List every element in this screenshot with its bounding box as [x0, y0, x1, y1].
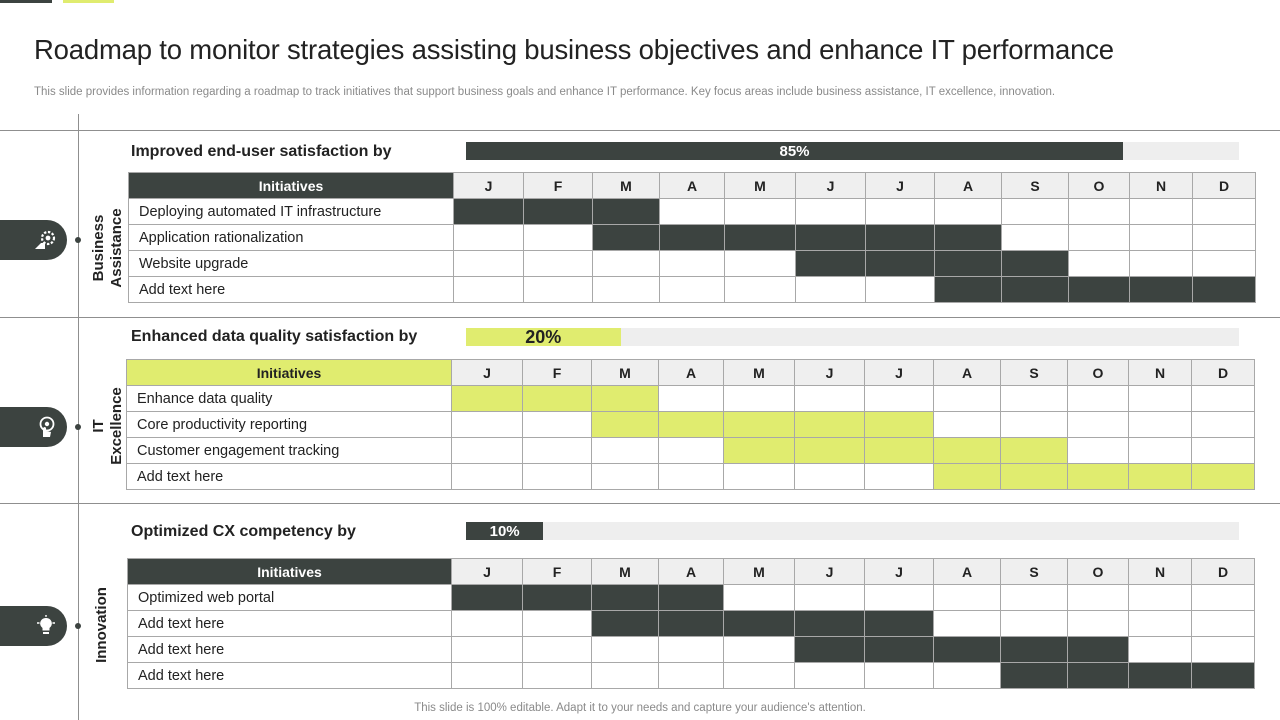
- gantt-empty-cell: [454, 225, 524, 251]
- gantt-bar-cell: [1192, 663, 1255, 689]
- initiative-name: Application rationalization: [129, 225, 454, 251]
- gantt-bar-cell: [1068, 464, 1129, 490]
- gantt-empty-cell: [1001, 386, 1068, 412]
- gantt-empty-cell: [659, 637, 724, 663]
- initiative-name: Enhance data quality: [127, 386, 452, 412]
- gantt-empty-cell: [592, 663, 659, 689]
- gantt-empty-cell: [523, 663, 592, 689]
- initiative-name: Core productivity reporting: [127, 412, 452, 438]
- initiatives-header: Initiatives: [127, 360, 452, 386]
- month-header: J: [795, 559, 865, 585]
- gantt-empty-cell: [1130, 225, 1193, 251]
- gantt-empty-cell: [795, 386, 865, 412]
- gantt-bar-cell: [1068, 637, 1129, 663]
- gantt-empty-cell: [1193, 225, 1256, 251]
- gantt-empty-cell: [724, 663, 795, 689]
- initiative-name: Optimized web portal: [128, 585, 452, 611]
- gantt-empty-cell: [724, 637, 795, 663]
- gantt-bar-cell: [795, 438, 865, 464]
- gantt-empty-cell: [1193, 199, 1256, 225]
- gantt-bar-cell: [795, 611, 865, 637]
- category-line-1: Innovation: [93, 587, 110, 663]
- gantt-bar-cell: [1069, 277, 1130, 303]
- gantt-empty-cell: [865, 585, 934, 611]
- gantt-bar-cell: [935, 225, 1002, 251]
- gantt-empty-cell: [1129, 438, 1192, 464]
- gantt-empty-cell: [452, 611, 523, 637]
- gantt-empty-cell: [524, 277, 593, 303]
- table-row: [129, 225, 1256, 251]
- gantt-empty-cell: [524, 251, 593, 277]
- gantt-empty-cell: [725, 251, 796, 277]
- month-header: J: [796, 173, 866, 199]
- gantt-bar-cell: [796, 225, 866, 251]
- gantt-empty-cell: [1001, 585, 1068, 611]
- progress-fill: [466, 522, 543, 540]
- month-header: N: [1129, 360, 1192, 386]
- gantt-empty-cell: [934, 611, 1001, 637]
- gantt-bar-cell: [592, 611, 659, 637]
- gantt-empty-cell: [935, 199, 1002, 225]
- progress-track: [466, 142, 1239, 160]
- table-header-row: [129, 173, 1256, 199]
- month-header: O: [1069, 173, 1130, 199]
- gantt-empty-cell: [795, 464, 865, 490]
- category-line-1: Business: [90, 214, 107, 282]
- month-header: M: [593, 173, 660, 199]
- gantt-empty-cell: [592, 464, 659, 490]
- lightbulb-icon: [34, 615, 58, 637]
- month-header: M: [725, 173, 796, 199]
- gantt-empty-cell: [1001, 611, 1068, 637]
- section-divider-1: [0, 317, 1280, 318]
- gantt-empty-cell: [660, 199, 725, 225]
- gantt-empty-cell: [1129, 611, 1192, 637]
- gantt-bar-cell: [724, 611, 795, 637]
- gantt-empty-cell: [1193, 251, 1256, 277]
- gantt-bar-cell: [1129, 464, 1192, 490]
- gantt-empty-cell: [1192, 412, 1255, 438]
- gantt-bar-cell: [592, 585, 659, 611]
- gantt-empty-cell: [1129, 386, 1192, 412]
- gantt-empty-cell: [1069, 251, 1130, 277]
- table-row: [127, 438, 1255, 464]
- touch-screen-icon: [34, 416, 58, 438]
- gantt-empty-cell: [452, 663, 523, 689]
- month-header: J: [795, 360, 865, 386]
- month-header: A: [934, 559, 1001, 585]
- page-subtitle: This slide provides information regarding a roadmap to track initiatives that support business goals and enhance IT performance. Key focus areas include business assistance, IT excellence, innovation.: [34, 86, 1056, 98]
- top-accent-lime: [63, 0, 114, 3]
- gantt-bar-cell: [935, 277, 1002, 303]
- month-header: A: [659, 360, 724, 386]
- gantt-empty-cell: [523, 637, 592, 663]
- gantt-empty-cell: [659, 438, 724, 464]
- gantt-empty-cell: [724, 464, 795, 490]
- table-header-row: [127, 360, 1255, 386]
- month-header: D: [1192, 360, 1255, 386]
- gantt-empty-cell: [523, 412, 592, 438]
- progress-label: 20%: [525, 326, 562, 347]
- gantt-empty-cell: [660, 277, 725, 303]
- table-row: [128, 637, 1255, 663]
- gantt-bar-cell: [795, 637, 865, 663]
- top-accent-dark: [0, 0, 52, 3]
- gantt-empty-cell: [865, 663, 934, 689]
- category-business-assistance: [90, 188, 126, 308]
- month-header: F: [524, 173, 593, 199]
- category-line-1: IT: [90, 419, 107, 433]
- month-header: F: [523, 360, 592, 386]
- footer-note: This slide is 100% editable. Adapt it to your needs and capture your audience's attention.: [414, 702, 866, 714]
- gantt-empty-cell: [1192, 386, 1255, 412]
- gantt-empty-cell: [1192, 585, 1255, 611]
- gantt-bar-cell: [725, 225, 796, 251]
- gantt-empty-cell: [523, 438, 592, 464]
- gantt-empty-cell: [1130, 199, 1193, 225]
- month-header: O: [1068, 360, 1129, 386]
- category-innovation: [93, 575, 111, 675]
- gantt-empty-cell: [523, 464, 592, 490]
- table-row: [127, 386, 1255, 412]
- gantt-bar-cell: [795, 412, 865, 438]
- progress-fill: [466, 142, 1123, 160]
- gantt-bar-cell: [452, 386, 523, 412]
- initiative-name: Add text here: [127, 464, 452, 490]
- gantt-empty-cell: [1068, 412, 1129, 438]
- gantt-empty-cell: [592, 637, 659, 663]
- gantt-bar-cell: [724, 412, 795, 438]
- timeline-dot-3: [75, 623, 81, 629]
- gantt-empty-cell: [452, 637, 523, 663]
- gantt-empty-cell: [1192, 438, 1255, 464]
- gantt-empty-cell: [865, 464, 934, 490]
- month-header: N: [1129, 559, 1192, 585]
- gantt-bar-cell: [1068, 663, 1129, 689]
- gantt-empty-cell: [1068, 386, 1129, 412]
- gantt-bar-cell: [866, 225, 935, 251]
- table-row: [129, 277, 1256, 303]
- category-it-excellence: [90, 366, 126, 486]
- month-header: A: [935, 173, 1002, 199]
- section-divider-2: [0, 503, 1280, 504]
- month-header: J: [865, 360, 934, 386]
- progress-label: 10%: [489, 522, 520, 540]
- month-header: M: [724, 559, 795, 585]
- initiative-name: Website upgrade: [129, 251, 454, 277]
- gantt-bar-cell: [934, 637, 1001, 663]
- initiative-name: Add text here: [128, 663, 452, 689]
- progress-track: [466, 522, 1239, 540]
- goal-label: Optimized CX competency by: [131, 523, 356, 540]
- gantt-empty-cell: [724, 386, 795, 412]
- gantt-empty-cell: [593, 277, 660, 303]
- gantt-empty-cell: [795, 585, 865, 611]
- initiatives-header: Initiatives: [129, 173, 454, 199]
- gantt-empty-cell: [660, 251, 725, 277]
- roadmap-table: [127, 558, 1255, 689]
- gantt-empty-cell: [795, 663, 865, 689]
- table-row: [127, 464, 1255, 490]
- gantt-empty-cell: [1129, 412, 1192, 438]
- gantt-bar-cell: [659, 611, 724, 637]
- timeline-axis: [78, 114, 79, 720]
- progress-fill: [466, 328, 621, 346]
- month-header: S: [1001, 360, 1068, 386]
- gantt-empty-cell: [934, 386, 1001, 412]
- initiative-name: Add text here: [128, 611, 452, 637]
- innovation-badge: [0, 606, 67, 646]
- category-line-2: Assistance: [108, 208, 125, 288]
- gantt-bar-cell: [592, 386, 659, 412]
- gantt-empty-cell: [1068, 438, 1129, 464]
- gantt-bar-cell: [865, 637, 934, 663]
- gantt-bar-cell: [660, 225, 725, 251]
- gantt-bar-cell: [1002, 251, 1069, 277]
- month-header: M: [724, 360, 795, 386]
- table-row: [129, 199, 1256, 225]
- gantt-empty-cell: [1192, 611, 1255, 637]
- month-header: A: [934, 360, 1001, 386]
- gantt-empty-cell: [724, 585, 795, 611]
- gantt-bar-cell: [1193, 277, 1256, 303]
- gantt-empty-cell: [796, 199, 866, 225]
- gantt-empty-cell: [592, 438, 659, 464]
- progress-label: 85%: [779, 142, 810, 160]
- gantt-bar-cell: [659, 412, 724, 438]
- gantt-bar-cell: [1129, 663, 1192, 689]
- gantt-empty-cell: [454, 277, 524, 303]
- gantt-empty-cell: [524, 225, 593, 251]
- gantt-empty-cell: [454, 251, 524, 277]
- gantt-bar-cell: [1001, 637, 1068, 663]
- gantt-bar-cell: [593, 225, 660, 251]
- timeline-dot-1: [75, 237, 81, 243]
- gantt-empty-cell: [452, 412, 523, 438]
- gantt-empty-cell: [934, 663, 1001, 689]
- gantt-empty-cell: [1069, 225, 1130, 251]
- month-header: S: [1002, 173, 1069, 199]
- month-header: O: [1068, 559, 1129, 585]
- gantt-bar-cell: [1002, 277, 1069, 303]
- table-row: [128, 611, 1255, 637]
- month-header: J: [452, 559, 523, 585]
- month-header: M: [592, 559, 659, 585]
- table-header-row: [128, 559, 1255, 585]
- table-row: [127, 412, 1255, 438]
- gantt-bar-cell: [935, 251, 1002, 277]
- gantt-empty-cell: [523, 611, 592, 637]
- month-header: J: [454, 173, 524, 199]
- gantt-bar-cell: [659, 585, 724, 611]
- gantt-empty-cell: [659, 464, 724, 490]
- initiative-name: Deploying automated IT infrastructure: [129, 199, 454, 225]
- gantt-empty-cell: [1001, 412, 1068, 438]
- gantt-bar-cell: [724, 438, 795, 464]
- month-header: S: [1001, 559, 1068, 585]
- gantt-empty-cell: [452, 438, 523, 464]
- gantt-bar-cell: [796, 251, 866, 277]
- initiative-name: Add text here: [128, 637, 452, 663]
- gantt-bar-cell: [524, 199, 593, 225]
- initiative-name: Customer engagement tracking: [127, 438, 452, 464]
- month-header: J: [452, 360, 523, 386]
- gantt-bar-cell: [1001, 464, 1068, 490]
- gantt-empty-cell: [866, 277, 935, 303]
- month-header: F: [523, 559, 592, 585]
- gantt-empty-cell: [725, 199, 796, 225]
- gantt-empty-cell: [452, 464, 523, 490]
- gear-hand-icon: [34, 229, 58, 251]
- progress-track: [466, 328, 1239, 346]
- table-row: [129, 251, 1256, 277]
- month-header: A: [660, 173, 725, 199]
- goal-label: Improved end-user satisfaction by: [131, 143, 392, 160]
- gantt-bar-cell: [592, 412, 659, 438]
- gantt-bar-cell: [865, 438, 934, 464]
- month-header: J: [865, 559, 934, 585]
- gantt-empty-cell: [934, 585, 1001, 611]
- gantt-bar-cell: [454, 199, 524, 225]
- gantt-bar-cell: [452, 585, 523, 611]
- gantt-empty-cell: [659, 386, 724, 412]
- table-row: [128, 585, 1255, 611]
- gantt-empty-cell: [866, 199, 935, 225]
- gantt-bar-cell: [866, 251, 935, 277]
- table-row: [128, 663, 1255, 689]
- gantt-empty-cell: [1192, 637, 1255, 663]
- gantt-empty-cell: [1002, 199, 1069, 225]
- gantt-empty-cell: [796, 277, 866, 303]
- gantt-empty-cell: [1068, 585, 1129, 611]
- it-excellence-badge: [0, 407, 67, 447]
- gantt-empty-cell: [1068, 611, 1129, 637]
- initiative-name: Add text here: [129, 277, 454, 303]
- gantt-bar-cell: [593, 199, 660, 225]
- goal-label: Enhanced data quality satisfaction by: [131, 328, 418, 345]
- business-assistance-badge: [0, 220, 67, 260]
- month-header: J: [866, 173, 935, 199]
- category-line-2: Excellence: [108, 387, 125, 465]
- gantt-empty-cell: [1069, 199, 1130, 225]
- gantt-bar-cell: [934, 464, 1001, 490]
- gantt-bar-cell: [934, 438, 1001, 464]
- gantt-empty-cell: [725, 277, 796, 303]
- gantt-bar-cell: [1001, 663, 1068, 689]
- month-header: A: [659, 559, 724, 585]
- gantt-bar-cell: [865, 611, 934, 637]
- gantt-bar-cell: [1001, 438, 1068, 464]
- month-header: D: [1193, 173, 1256, 199]
- initiatives-header: Initiatives: [128, 559, 452, 585]
- gantt-empty-cell: [1129, 637, 1192, 663]
- roadmap-table: [126, 359, 1255, 490]
- page-title: Roadmap to monitor strategies assisting business objectives and enhance IT performance: [34, 34, 1114, 65]
- month-header: M: [592, 360, 659, 386]
- gantt-empty-cell: [1129, 585, 1192, 611]
- gantt-bar-cell: [1130, 277, 1193, 303]
- gantt-bar-cell: [523, 386, 592, 412]
- gantt-empty-cell: [1002, 225, 1069, 251]
- gantt-bar-cell: [865, 412, 934, 438]
- gantt-empty-cell: [593, 251, 660, 277]
- gantt-empty-cell: [934, 412, 1001, 438]
- roadmap-table: [128, 172, 1256, 303]
- month-header: N: [1130, 173, 1193, 199]
- gantt-bar-cell: [523, 585, 592, 611]
- timeline-dot-2: [75, 424, 81, 430]
- gantt-empty-cell: [1130, 251, 1193, 277]
- month-header: D: [1192, 559, 1255, 585]
- gantt-empty-cell: [659, 663, 724, 689]
- gantt-empty-cell: [865, 386, 934, 412]
- section-divider-top: [0, 130, 1280, 131]
- gantt-bar-cell: [1192, 464, 1255, 490]
